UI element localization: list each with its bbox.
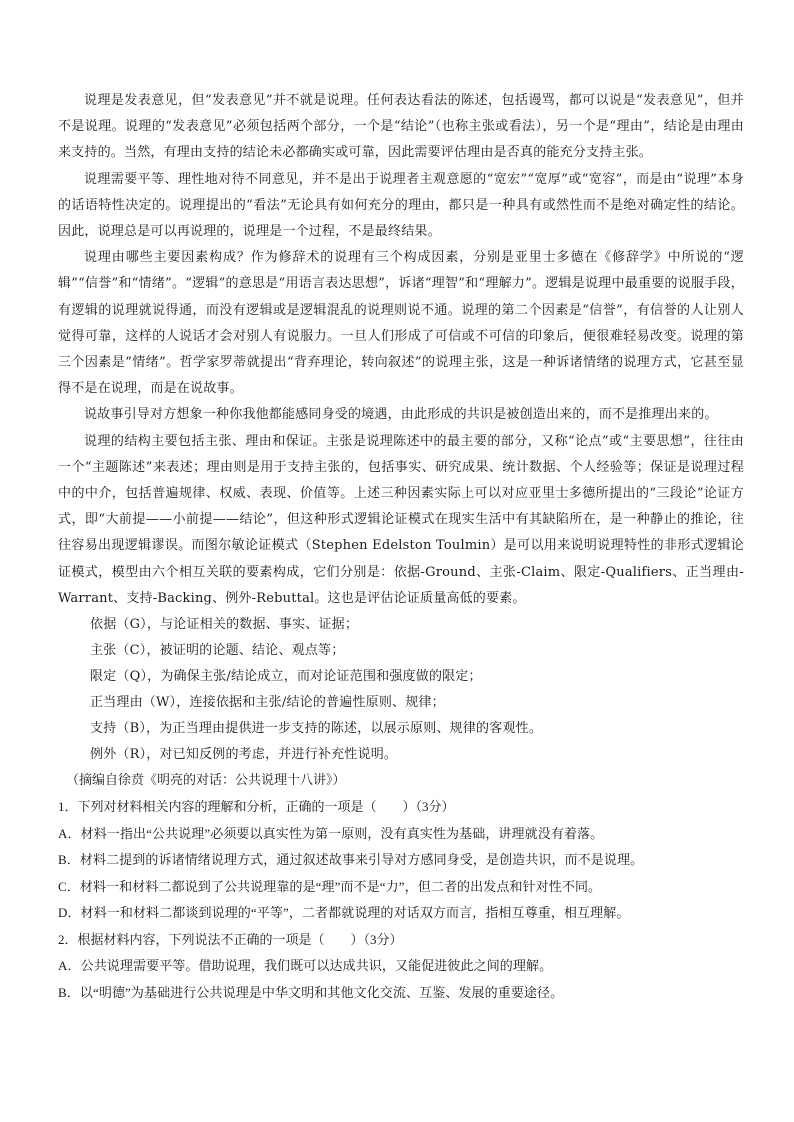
option-c[interactable]: C．材料一和材料二都说到了公共说理靠的是“理”而不是“力”，但二者的出发点和针对性不同。	[58, 878, 602, 894]
paragraph-4: 说故事引导对方想象一种你我他都能感同身受的境遇，由此形成的共识是被创造出来的，而不是推理出来的。	[84, 407, 718, 423]
option-b[interactable]: B．以“明德”为基础进行公共说理是中华文明和其他文化交流、互鉴、发展的重要途径。	[58, 984, 564, 1000]
paragraph-3: 说理由哪些主要因素构成？作为修辞术的说理有三个构成因素，分别是亚里士多德在《修辞学》中所说的“逻辑”“信誉”和“情绪”。“逻辑”的意思是“用语言表达思想”，诉诸“理智”和“理解力”。逻辑是说理中最重要的说服手段，有逻辑的说理就说得通，而没有逻辑或是逻辑混乱的说理则说不通。说理的第二个因素是“信誉”，有信誉的人让别人觉得可靠，这样的人说话才会对别人有说服力。一旦人们形成了可信或不可信的印象后，便很难轻易改变。说理的第三个因素是“情绪”。哲学家罗蒂就提出“背弃理论，转向叙述”的说理主张，这是一种诉诸情绪的说理方式，它甚至显得不是在说理，而是在说故事。	[58, 250, 744, 397]
option-a[interactable]: A．材料一指出“公共说理”必须要以真实性为第一原则，没有真实性为基础，讲理就没有着落。	[58, 825, 604, 841]
element-backing: 支持（B），为正当理由提供进一步支持的陈述，以展示原则、规律的客观性。	[90, 721, 543, 737]
reading-material	[58, 88, 744, 612]
element-qualifiers: 限定（Q），为确保主张/结论成立，而对论证范围和强度做的限定；	[90, 669, 482, 685]
option-a[interactable]: A．公共说理需要平等。借助说理，我们既可以达成共识，又能促进彼此之间的理解。	[58, 958, 553, 974]
toulmin-elements-list	[58, 612, 744, 768]
element-claim: 主张（C），被证明的论题、结论、观点等；	[90, 643, 345, 659]
paragraph-1: 说理是发表意见，但“发表意见”并不就是说理。任何表达看法的陈述，包括谩骂，都可以说是“发表意见”，但并不是说理。说理的“发表意见”必须包括两个部分，一个是“结论”（也称主张或看法），另一个是“理由”，结论是由理由来支持的。当然，有理由支持的结论未必都确实或可靠，因此需要评估理由是否真的能充分支持主张。	[58, 93, 744, 161]
paragraph-2: 说理需要平等、理性地对待不同意见，并不是出于说理者主观意愿的“宽宏”“宽厚”或“宽容”，而是由“说理”本身的话语特性决定的。说理提出的“看法”无论具有如何充分的理由，都只是一种具有或然性而不是绝对确定性的结论。因此，说理总是可以再说理的，说理是一个过程，不是最终结果。	[58, 171, 744, 240]
question-1	[58, 794, 744, 927]
question-stem: 2．根据材料内容，下列说法不正确的一项是（ ）（3分）	[58, 931, 403, 947]
exam-page	[58, 88, 744, 1006]
question-2	[58, 927, 744, 1007]
paragraph-5: 说理的结构主要包括主张、理由和保证。主张是说理陈述中的最主要的部分，又称“论点”或“主要思想”，往往由一个“主题陈述”来表述；理由则是用于支持主张的，包括事实、研究成果、统计数据、个人经验等；保证是说理过程中的中介，包括普遍规律、权威、表现、价值等。上述三种因素实际上可以对应亚里士多德所提出的“三段论”论证方式，即“大前提——小前提——结论”，但这种形式逻辑论证模式在现实生活中有其缺陷所在，是一种静止的推论，往往容易出现逻辑谬误。而图尔敏论证模式（Stephen Edelston Toulmin）是可以用来说明说理特性的非形式逻辑论证模式，模型由六个相互关联的要素构成，它们分别是：依据-Ground、主张-Claim、限定-Qualifiers、正当理由-Warrant、支持-Backing、例外-Rebuttal。这也是评估论证质量高低的要素。	[58, 433, 744, 606]
question-stem: 1．下列对材料相关内容的理解和分析，正确的一项是（ ）（3分）	[58, 799, 455, 815]
source-citation: （摘编自徐贲《明亮的对话：公共说理十八讲》）	[66, 773, 346, 789]
option-b[interactable]: B．材料二提到的诉诸情绪说理方式，通过叙述故事来引导对方感同身受，是创造共识，而不是说理。	[58, 852, 644, 868]
element-rebuttal: 例外（R），对已知反例的考虑，并进行补充性说明。	[90, 747, 398, 763]
element-ground: 依据（G），与论证相关的数据、事实、证据；	[90, 617, 359, 633]
element-warrant: 正当理由（W），连接依据和主张/结论的普遍性原则、规律；	[90, 695, 445, 711]
option-d[interactable]: D．材料一和材料二都谈到说理的“平等”，二者都就说理的对话双方而言，指相互尊重，相互理解。	[58, 905, 630, 921]
